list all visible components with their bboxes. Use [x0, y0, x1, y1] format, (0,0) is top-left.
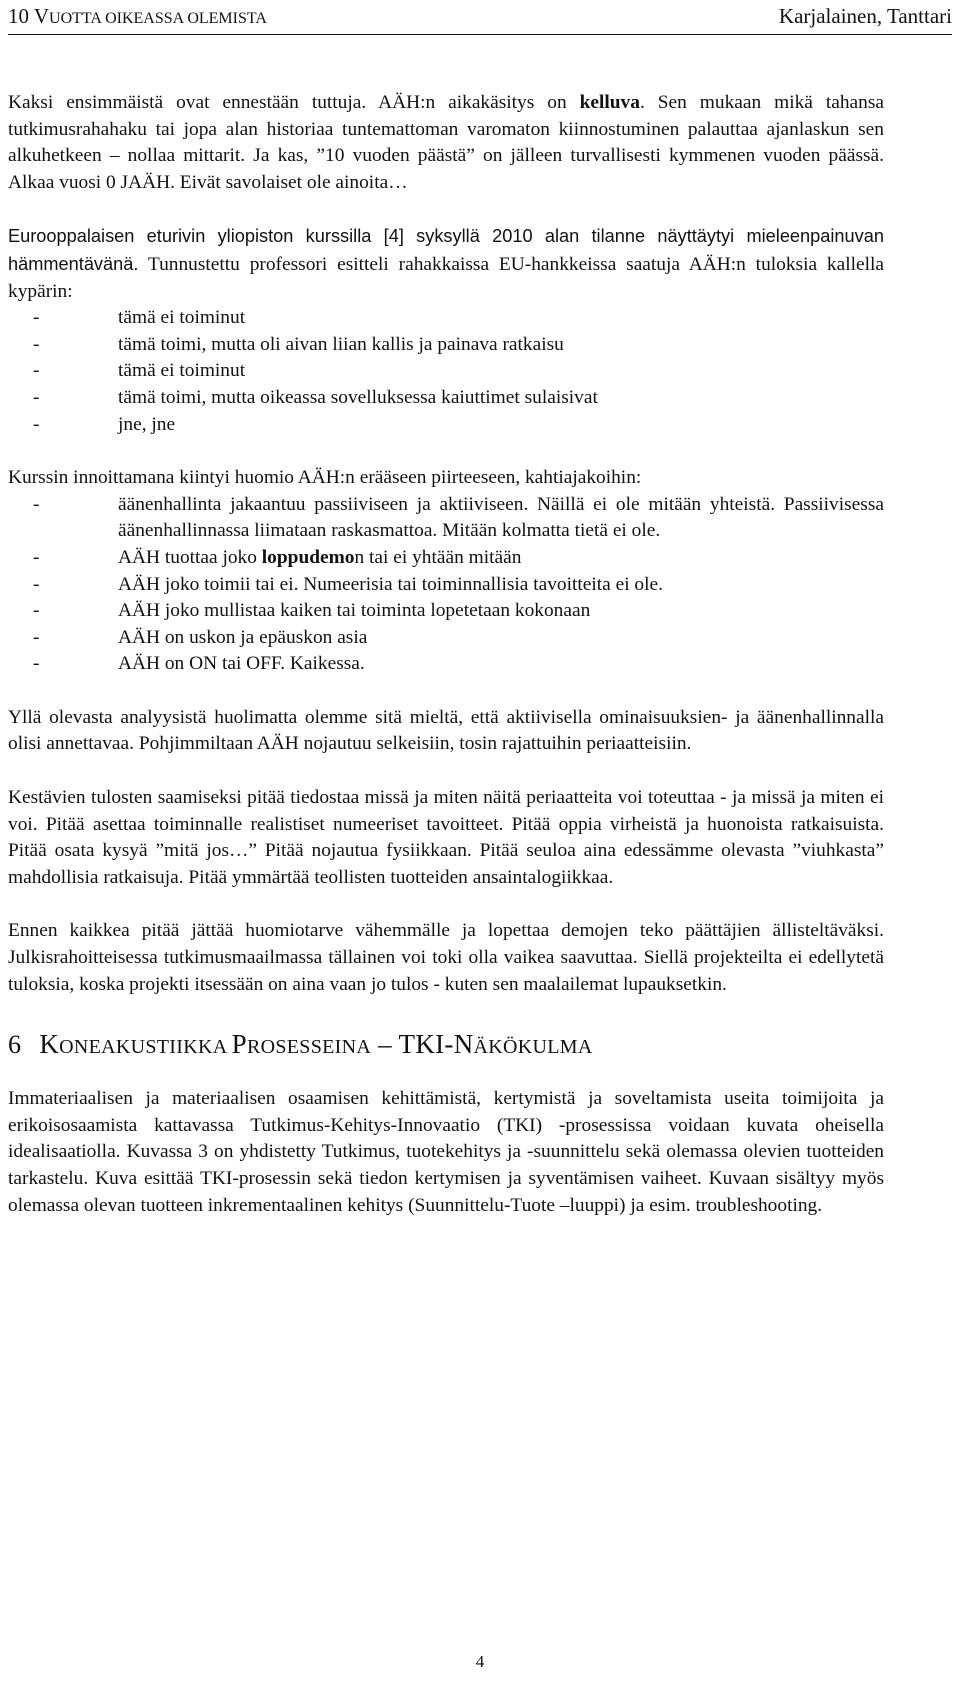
- list-item: - AÄH tuottaa joko loppudemon tai ei yhtään mitään: [8, 545, 884, 572]
- list-item: - AÄH on uskon ja epäuskon asia: [8, 625, 884, 652]
- paragraph-attention: Ennen kaikkea pitää jättää huomiotarve vähemmälle ja lopettaa demojen teko päättäjien ällisteltäväksi. Julkisrahoitteisessa tutkimusmaailmassa tällainen voi toki olla vaikea saavuttaa. Siellä projekteilta ei edellytetä tuloksia, koska projekti itsessään on aina vaan jo tulos - kuten sen maalailemat lupauksetkin.: [8, 920, 884, 995]
- list-item: - AÄH joko toimii tai ei. Numeerisia tai toiminnallisia tavoitteita ei ole.: [8, 572, 884, 599]
- paragraph-aah-time-concept: Kaksi ensimmäistä ovat ennestään tuttuja. AÄH:n aikakäsitys on kelluva. Sen mukaan mikä tahansa tutkimusrahahaku tai jopa alan historiaa tuntemattoman varomaton kiinnostuminen palauttaa ajanlaskun sen alkuhetkeen – nollaa mittarit. Ja kas, ”10 vuoden päästä” on jälleen turvallisesti kymmenen vuoden päässä. Alkaa vuosi 0 JAÄH. Eivät savolaiset ole ainoita…: [8, 92, 884, 193]
- paragraph-principles: Kestävien tulosten saamiseksi pitää tiedostaa missä ja miten näitä periaatteita voi toteuttaa - ja missä ja miten ei voi. Pitää asettaa toiminnalle realistiset numeeriset tavoitteet. Pitää oppia virheistä ja huonoista ratkaisuista. Pitää osata kysyä ”mitä jos…” Pitää nojautua fysiikkaan. Pitää seuloa aina edessämme olevasta ”viuhkasta” mahdollisia ratkaisuja. Pitää ymmärtää teollisten tuotteiden ansaintalogiikkaa.: [8, 787, 884, 888]
- list-item: - jne, jne: [8, 412, 884, 439]
- dichotomies-list: [8, 492, 884, 678]
- paragraph-course-observation: Eurooppalaisen eturivin yliopiston kurssilla [4] syksyllä 2010 alan tilanne näyttäytyi mieleenpainuvan hämmentävänä. Tunnustettu professori esitteli rahakkaissa EU-hankkeissa saatuja AÄH:n tuloksia kallella kypärin:: [8, 226, 884, 302]
- list-item: - tämä ei toiminut: [8, 305, 884, 332]
- list-item: - tämä toimi, mutta oikeassa sovelluksessa kaiuttimet sulaisivat: [8, 385, 884, 412]
- list-item: - AÄH joko mullistaa kaiken tai toiminta lopetetaan kokonaan: [8, 598, 884, 625]
- results-list: [8, 305, 884, 438]
- list-item: - tämä toimi, mutta oli aivan liian kallis ja painava ratkaisu: [8, 332, 884, 359]
- page-body: [8, 90, 884, 1219]
- list-item: - AÄH on ON tai OFF. Kaikessa.: [8, 651, 884, 678]
- running-authors: Karjalainen, Tanttari: [778, 4, 952, 28]
- paragraph-analysis-conclusion: Yllä olevasta analyysistä huolimatta olemme sitä mieltä, että aktiivisella ominaisuuksien- ja äänenhallinnalla olisi annettavaa. Pohjimmiltaan AÄH nojautuu selkeisiin, tosin rajattuihin periaatteisiin.: [8, 706, 884, 755]
- list-item: - tämä ei toiminut: [8, 358, 884, 385]
- section-heading: 6 KONEAKUSTIIKKA PROSESSEINA – TKI-NÄKÖKULMA: [8, 1029, 593, 1060]
- list-item: - äänenhallinta jakaantuu passiiviseen ja aktiiviseen. Näillä ei ole mitään yhteistä. Passiivisessa äänenhallinnassa liimataan raskasmattoa. Mitään kolmatta tietä ei ole.: [8, 492, 884, 545]
- page-number: 4: [475, 1652, 485, 1671]
- paragraph-dichotomies-intro: Kurssin innoittamana kiintyi huomio AÄH:n erääseen piirteeseen, kahtiajakoihin:: [8, 467, 642, 489]
- running-title: 10 VUOTTA OIKEASSA OLEMISTA: [8, 4, 267, 28]
- page-header: [8, 0, 952, 35]
- paragraph-tki-process: Immateriaalisen ja materiaalisen osaamisen kehittämistä, kertymistä ja soveltamista useita toimijoita ja erikoisosaamista kattavassa Tutkimus-Kehitys-Innovaatio (TKI) -prosessissa voidaan kuvata oheisella idealisaatiolla. Kuvassa 3 on yhdistetty Tutkimus, tuotekehitys ja -suunnittelu sekä olemassa olevien tuotteiden tarkastelu. Kuva esittää TKI-prosessin sekä tiedon kertymisen ja syventämisen vaiheet. Kuvaan sisältyy myös olemassa olevan tuotteen inkrementaalinen kehitys (Suunnittelu-Tuote –luuppi) ja esim. troubleshooting.: [8, 1088, 884, 1216]
